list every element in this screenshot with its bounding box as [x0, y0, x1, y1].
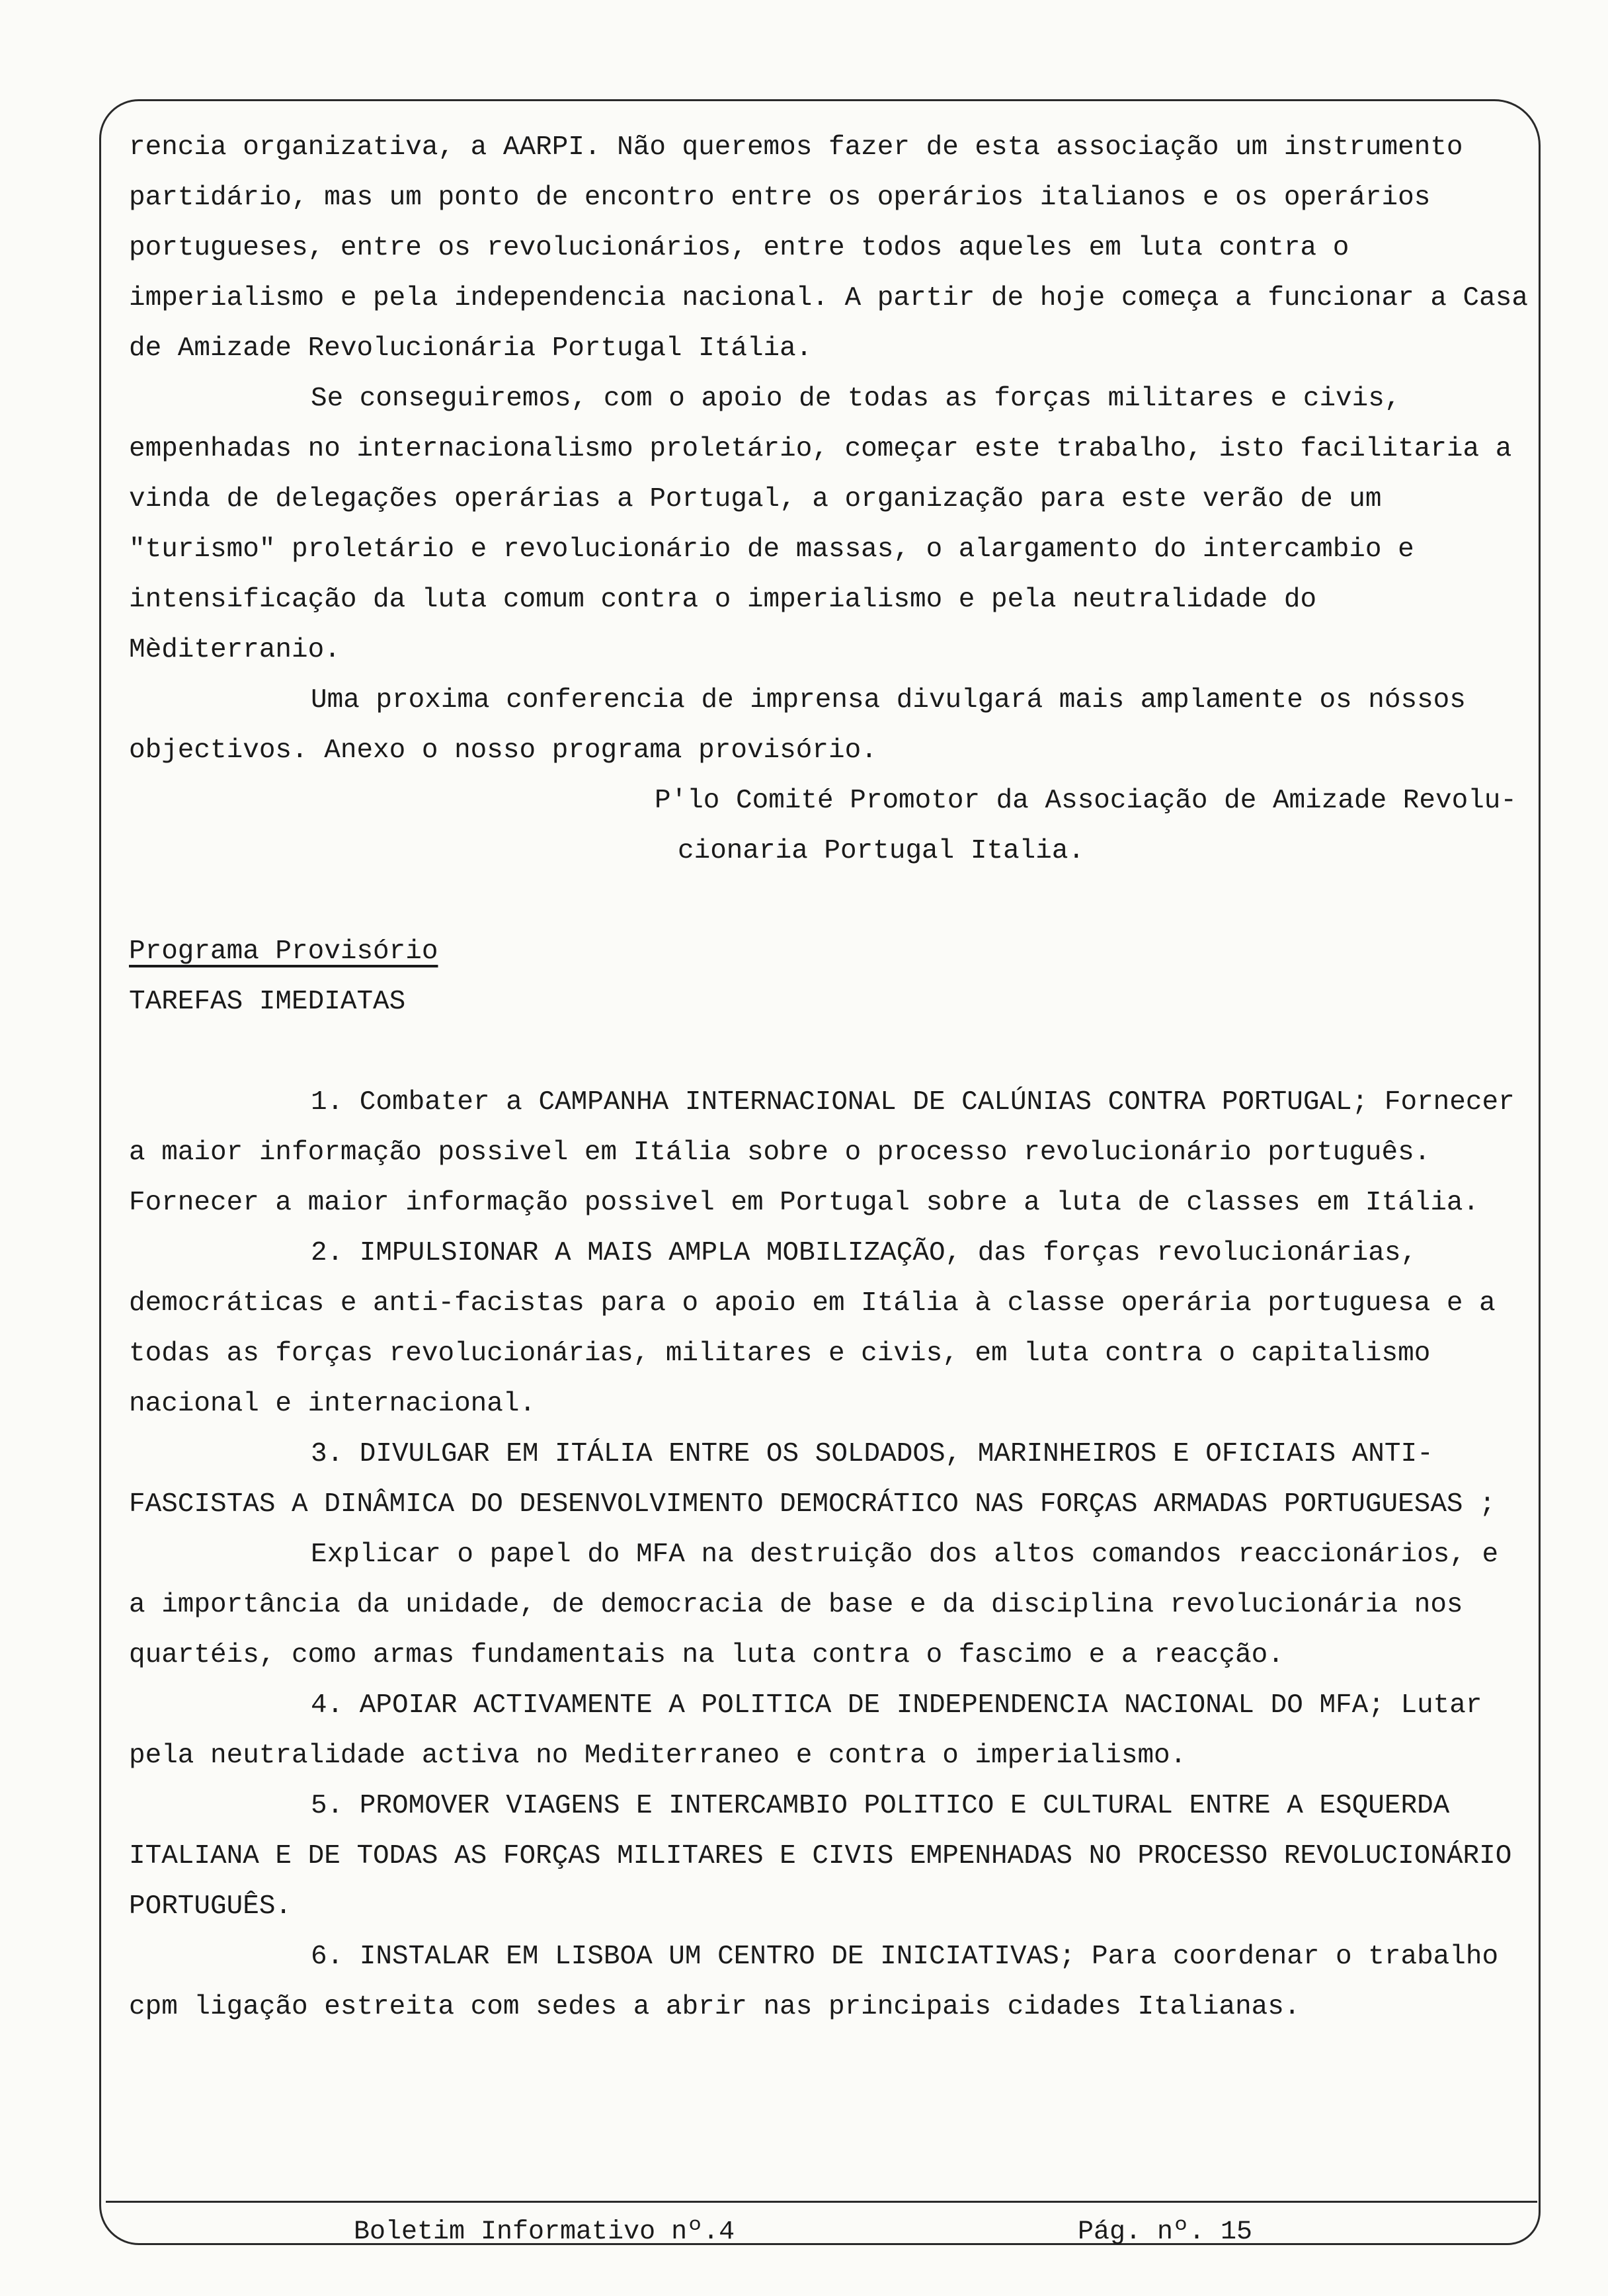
program-item: 4. APOIAR ACTIVAMENTE A POLITICA DE INDEPENDENCIA NACIONAL DO MFA; Lutar pela neutralidade activa no Mediterraneo e contra o imperialismo. — [129, 1690, 1482, 1771]
signature-line-1: P'lo Comité Promotor da Associação de Amizade Revolu- — [655, 786, 1517, 816]
footer-rule — [106, 2201, 1537, 2203]
program-item: 3. DIVULGAR EM ITÁLIA ENTRE OS SOLDADOS, MARINHEIROS E OFICIAIS ANTI-FASCISTAS A DINÂMICA DO DESENVOLVIMENTO DEMOCRÁTICO NAS FORÇAS ARMADAS PORTUGUESAS ; — [129, 1439, 1496, 1520]
footer-page-number: Pág. nº. 15 — [1078, 2217, 1253, 2247]
program-item: Explicar o papel do MFA na destruição dos altos comandos reaccionários, e a importância da unidade, de democracia de base e da disciplina revolucionária nos quartéis, como armas fundamentais na luta contra o fascimo e a reacção. — [129, 1539, 1499, 1670]
program-item: 2. IMPULSIONAR A MAIS AMPLA MOBILIZAÇÃO, das forças revolucionárias, democráticas e anti-facistas para o apoio em Itália à classe operária portuguesa e a todas as forças revolucionárias, militares e civis, em luta contra o capitalismo nacional e internacional. — [129, 1238, 1496, 1419]
program-item: 1. Combater a CAMPANHA INTERNACIONAL DE CALÚNIAS CONTRA PORTUGAL; Fornecer a maior informação possivel em Itália sobre o processo revolucionário português. Fornecer a maior informação possivel em Portugal sobre a luta de classes em Itália. — [129, 1087, 1515, 1218]
paragraph: Se conseguiremos, com o apoio de todas as forças militares e civis, empenhadas no internacionalismo proletário, começar este trabalho, isto facilitaria a vinda de delegações operárias a Portugal, a organização para este verão de um "turismo" proletário e revolucionário de massas, o alargamento do intercambio e intensificação da luta comum contra o imperialismo e pela neutralidade do Mèditerranio. — [129, 384, 1512, 665]
program-subtitle: TAREFAS IMEDIATAS — [129, 987, 406, 1017]
paragraph: Uma proxima conferencia de imprensa divulgará mais amplamente os nóssos objectivos. Anexo o nosso programa provisório. — [129, 685, 1466, 766]
program-title: Programa Provisório — [129, 936, 438, 967]
footer-bulletin-label: Boletim Informativo nº.4 — [354, 2217, 735, 2247]
signature-line-2: cionaria Portugal Italia. — [678, 836, 1085, 866]
paragraph: rencia organizativa, a AARPI. Não queremos fazer de esta associação um instrumento partidário, mas um ponto de encontro entre os operários italianos e os operários portugueses, entre os revolucionários, entre todos aqueles em luta contra o imperialismo e pela independencia nacional. A partir de hoje começa a funcionar a Casa de Amizade Revolucionária Portugal Itália. — [129, 132, 1528, 364]
document-body — [129, 122, 1531, 2032]
program-item: 6. INSTALAR EM LISBOA UM CENTRO DE INICIATIVAS; Para coordenar o trabalho cpm ligação estreita com sedes a abrir nas principais cidades Italianas. — [129, 1942, 1499, 2022]
program-item: 5. PROMOVER VIAGENS E INTERCAMBIO POLITICO E CULTURAL ENTRE A ESQUERDA ITALIANA E DE TODAS AS FORÇAS MILITARES E CIVIS EMPENHADAS NO PROCESSO REVOLUCIONÁRIO PORTUGUÊS. — [129, 1791, 1512, 1922]
